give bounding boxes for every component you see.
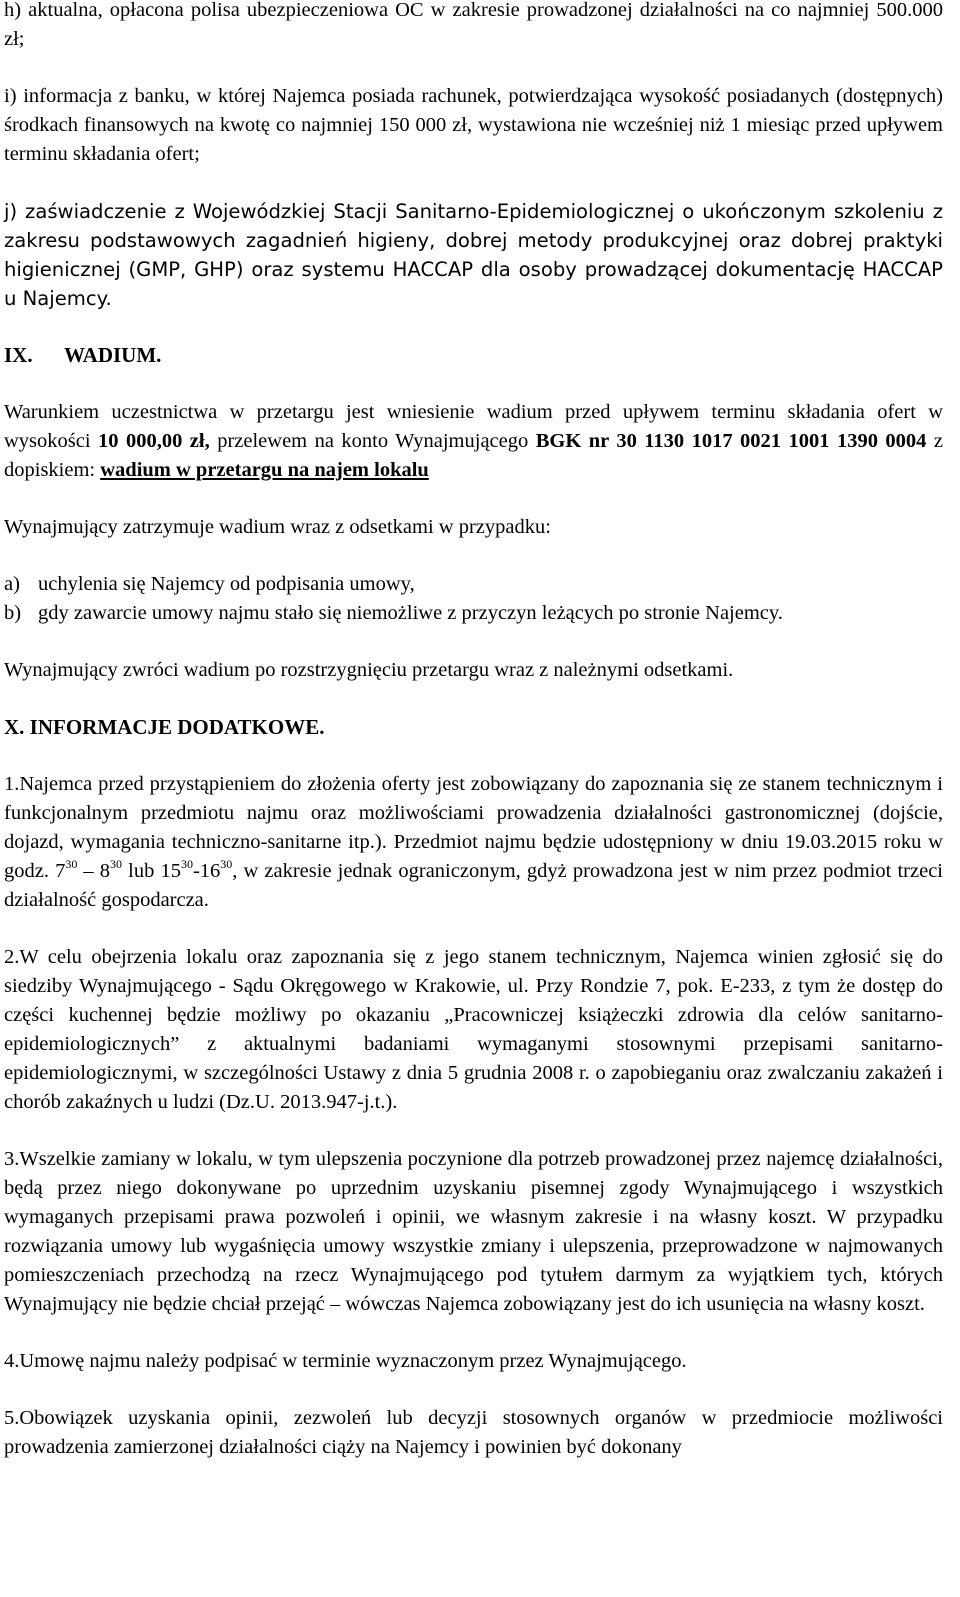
paragraph-info-2: 2.W celu obejrzenia lokalu oraz zapoznania się z jego stanem technicznym, Najemca winien zgłosić się do siedziby Wynajmującego - Sądu Okręgowego w Krakowie, ul. Przy Rondzie 7, pok. E-233, z tym że dostęp do części kuchennej będzie możliwy po okazaniu „Pracowniczej książeczki zdrowia dla celów sanitarno-epidemiologicznych” z aktualnymi badaniami wymaganymi stosownymi przepisami sanitarno-epidemiologicznymi, w szczególności Ustawy z dnia 5 grudnia 2008 r. o zapobieganiu oraz zwalczaniu zakażeń i chorób zakaźnych u ludzi (Dz.U. 2013.947-j.t.).: [4, 946, 943, 1113]
info1-text-2: , w zakresie jednak ograniczonym, gdyż prowadzona jest w nim przez podmiot trzeci działalność gospodarcza.: [4, 860, 943, 911]
paragraph-item-i: i) informacja z banku, w której Najemca posiada rachunek, potwierdzająca wysokość posiadanych (dostępnych) środkach finansowych na kwotę co najmniej 150 000 zł, wystawiona nie wcześniej niż 1 miesiąc przed upływem terminu składania ofert;: [4, 85, 943, 165]
list-text: gdy zawarcie umowy najmu stało się niemożliwe z przyczyn leżących po stronie Najemcy.: [38, 602, 783, 624]
section-number: IX.: [4, 343, 33, 367]
list-marker: b): [4, 602, 22, 624]
minutes-2: 30: [110, 857, 123, 871]
paragraph-retain-intro: Wynajmujący zatrzymuje wadium wraz z odsetkami w przypadku:: [4, 516, 551, 538]
list-item: [4, 599, 943, 628]
paragraph-item-h: h) aktualna, opłacona polisa ubezpieczeniowa OC w zakresie prowadzonej działalności na co najmniej 500.000 zł;: [4, 0, 943, 50]
paragraph-wadium-conditions: [4, 398, 943, 485]
hour-4: 16: [199, 860, 221, 882]
list-text: uchylenia się Najemcy od podpisania umowy,: [38, 573, 415, 595]
hour-1: 7: [55, 860, 66, 882]
paragraph-info-1: [4, 770, 943, 915]
wadium-amount: 10 000,00 zł,: [98, 430, 210, 452]
hour-2: 8: [99, 860, 111, 882]
bank-account-number: BGK nr 30 1130 1017 0021 1001 1390 0004: [535, 430, 927, 452]
minutes-3: 30: [180, 857, 193, 871]
time-dash: -: [192, 860, 200, 882]
section-heading-wadium: [4, 341, 943, 370]
transfer-note: wadium w przetargu na najem lokalu: [100, 459, 429, 481]
wadium-text-2: przelewem na konto Wynajmującego: [209, 430, 536, 452]
paragraph-wadium-return: Wynajmujący zwróci wadium po rozstrzygnięciu przetargu wraz z należnymi odsetkami.: [4, 659, 734, 681]
wadium-text-1: Warunkiem uczestnictwa w przetargu jest wniesienie wadium przed upływem terminu składania ofert w wysokości: [4, 401, 943, 452]
section-title: WADIUM.: [64, 343, 162, 367]
list-item: [4, 570, 943, 599]
paragraph-info-3: 3.Wszelkie zamiany w lokalu, w tym ulepszenia poczynione dla potrzeb prowadzonej przez najemcę działalności, będą przez niego dokonywane po uprzednim uzyskaniu pisemnej zgody Wynajmującego i wszystkich wymaganych przepisami prawa pozwoleń i opinii, we własnym zakresie i na własny koszt. W przypadku rozwiązania umowy lub wygaśnięcia umowy wszystkie zmiany i ulepszenia, przeprowadzone w najmowanych pomieszczeniach przechodzą na rzecz Wynajmującego pod tytułem darmym za wyjątkiem tych, których Wynajmujący nie będzie chciał przejąć – wówczas Najemca zobowiązany jest do ich usunięcia na własny koszt.: [4, 1148, 943, 1315]
paragraph-info-4: 4.Umowę najmu należy podpisać w terminie wyznaczonym przez Wynajmującego.: [4, 1350, 687, 1372]
wadium-text-3: z dopiskiem:: [4, 430, 943, 481]
paragraph-info-5: 5.Obowiązek uzyskania opinii, zezwoleń lub decyzji stosownych organów w przedmiocie możliwości prowadzenia zamierzonej działalności ciąży na Najemcy i powinien być dokonany: [4, 1407, 943, 1458]
hour-3: 15: [160, 860, 181, 882]
minutes-1: 30: [65, 857, 78, 871]
retain-list: [4, 570, 943, 628]
time-separator: –: [77, 860, 100, 882]
time-or: lub: [122, 860, 161, 882]
minutes-4: 30: [220, 857, 233, 871]
info1-text-1: 1.Najemca przed przystąpieniem do złożenia oferty jest zobowiązany do zapoznania się ze stanem technicznym i funkcjonalnym przedmiotu najmu oraz możliwościami prowadzenia działalności gastronomicznej (dojście, dojazd, wymagania techniczno-sanitarne itp.). Przedmiot najmu będzie udostępniony w dniu 19.03.2015 roku w godz.: [4, 773, 943, 882]
list-marker: a): [4, 573, 20, 595]
paragraph-item-j: j) zaświadczenie z Wojewódzkiej Stacji Sanitarno-Epidemiologicznej o ukończonym szkoleniu z zakresu podstawowych zagadnień higieny, dobrej metody produkcyjnej oraz dobrej praktyki higienicznej (GMP, GHP) oraz systemu HACCAP dla osoby prowadzącej dokumentację HACCAP u Najemcy.: [4, 200, 943, 310]
section-heading-info: X. INFORMACJE DODATKOWE.: [4, 715, 325, 739]
